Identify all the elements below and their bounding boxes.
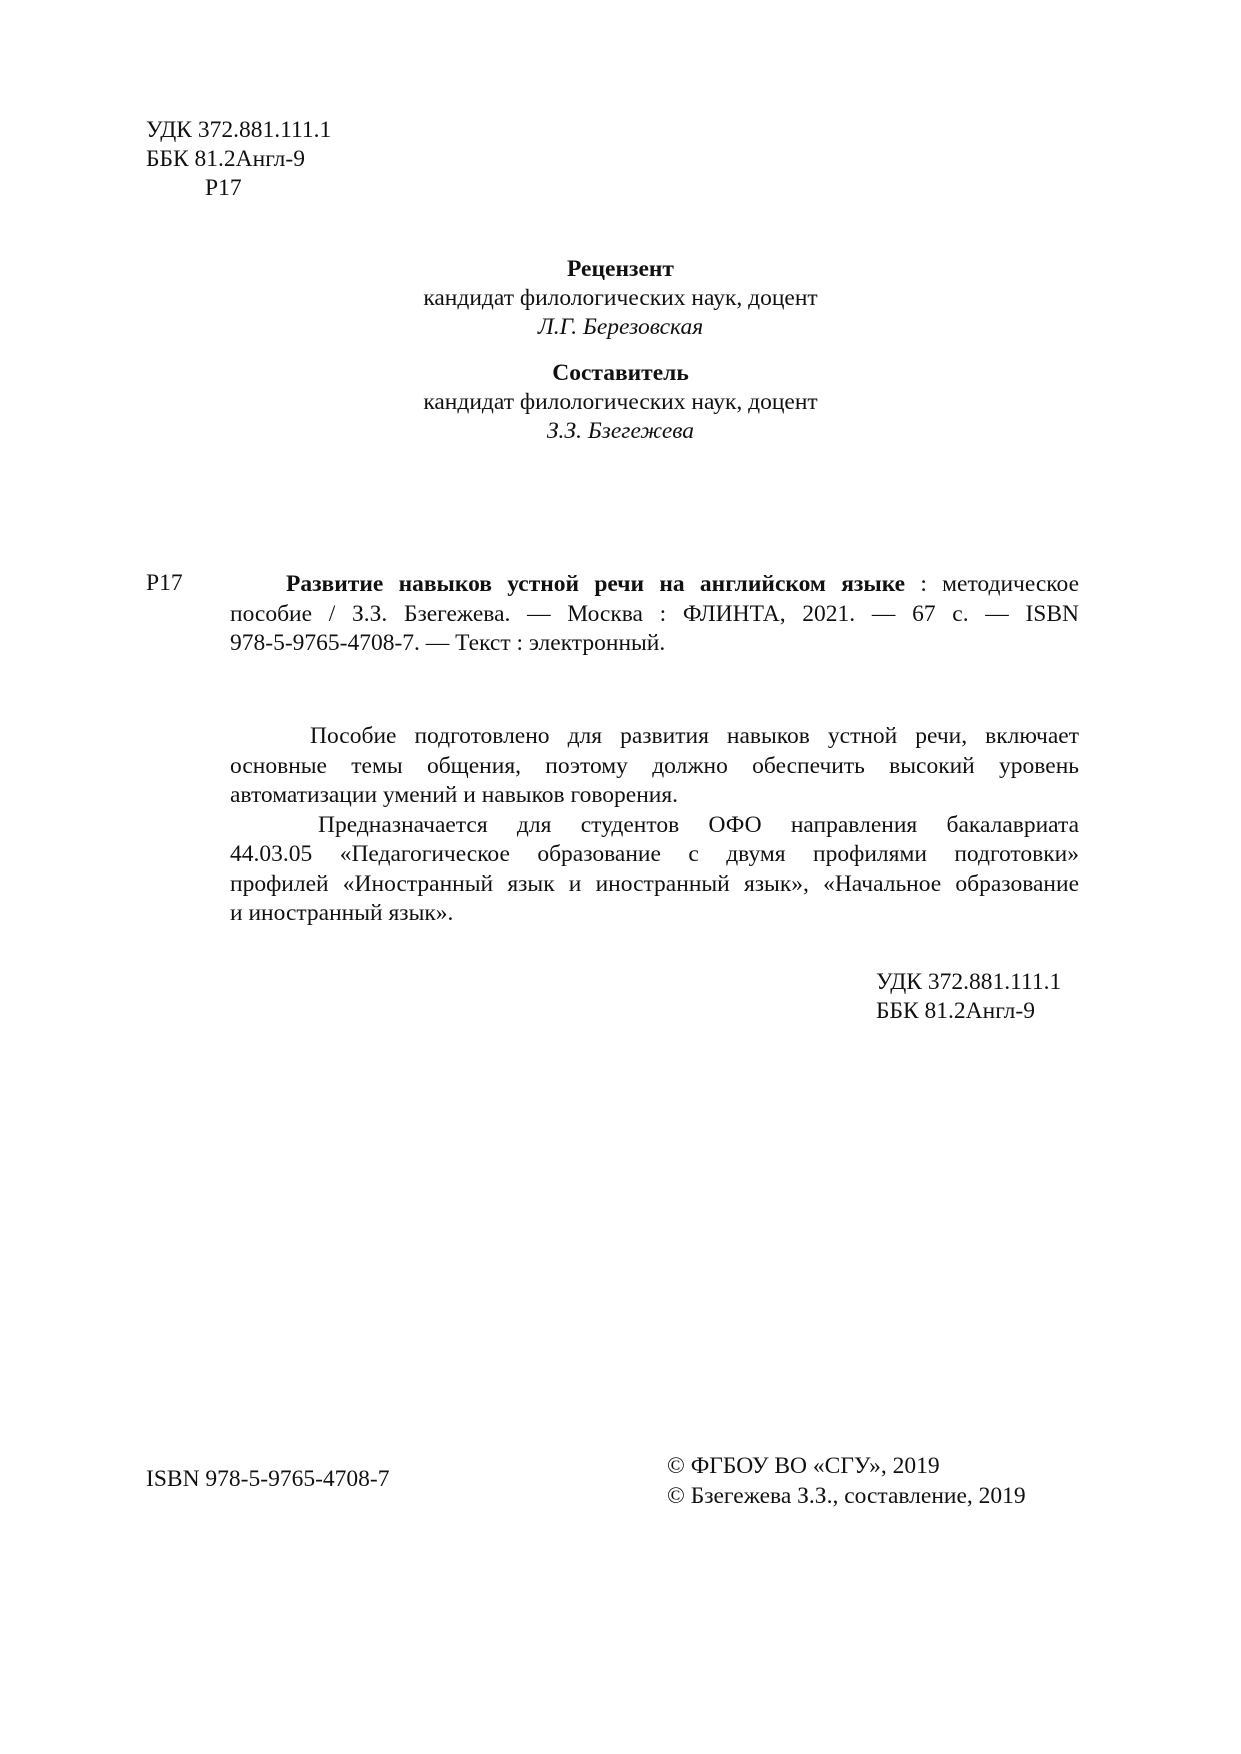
- annotation-p1-line-3: автоматизации умений и навыков говорения.: [230, 782, 679, 808]
- udk-code: УДК 372.881.111.1: [146, 117, 332, 143]
- compiler-block: [0, 359, 1241, 446]
- author-mark: Р17: [205, 175, 242, 201]
- reviewer-name: Л.Г. Березовская: [537, 314, 704, 340]
- copyright-block: [667, 1451, 1026, 1511]
- bbk-code-bottom: ББК 81.2Англ-9: [876, 998, 1035, 1024]
- biblio-line-2: пособие / З.З. Бзегежева. — Москва : ФЛИНТА, 2021. — 67 с. — ISBN: [230, 600, 1079, 627]
- biblio-line-1-rest: : методическое: [905, 571, 1079, 597]
- biblio-line-3: 978-5-9765-4708-7. — Текст : электронный.: [230, 630, 666, 656]
- isbn: ISBN 978-5-9765-4708-7: [146, 1466, 390, 1492]
- annotation: [230, 722, 1079, 929]
- udk-code-bottom: УДК 372.881.111.1: [876, 969, 1062, 995]
- compiler-heading: Составитель: [552, 360, 689, 386]
- classification-codes-top: [146, 116, 331, 203]
- reviewer-heading: Рецензент: [567, 256, 674, 282]
- copyright-publisher: © ФГБОУ ВО «СГУ», 2019: [667, 1453, 940, 1479]
- bbk-code: ББК 81.2Англ-9: [146, 146, 305, 172]
- annotation-p1-line-2: основные темы общения, поэтому должно обеспечить высокий уровень: [230, 752, 1079, 779]
- annotation-p1-line-1: Пособие подготовлено для развития навыков устной речи, включает: [310, 723, 1079, 749]
- annotation-p2-line-4: и иностранный язык».: [230, 900, 454, 926]
- call-number: Р17: [146, 570, 183, 596]
- bibliographic-entry: [230, 570, 1079, 659]
- reviewer-title: кандидат филологических наук, доцент: [423, 285, 818, 311]
- compiler-name: З.З. Бзегежева: [546, 418, 695, 444]
- biblio-line-1: [230, 570, 1079, 600]
- classification-codes-bottom: [876, 968, 1061, 1026]
- annotation-p2-line-1: Предназначается для студентов ОФО направления бакалавриата: [318, 811, 1079, 838]
- compiler-title: кандидат филологических наук, доцент: [423, 389, 818, 415]
- annotation-p2-line-3: профилей «Иностранный язык и иностранный язык», «Начальное образование: [230, 870, 1079, 897]
- annotation-p2-line-2: 44.03.05 «Педагогическое образование с двумя профилями подготовки»: [230, 841, 1079, 867]
- reviewer-block: [0, 255, 1241, 342]
- copyright-author: © Бзегежева З.З., составление, 2019: [667, 1483, 1026, 1509]
- book-title: Развитие навыков устной речи на английском языке: [286, 571, 906, 597]
